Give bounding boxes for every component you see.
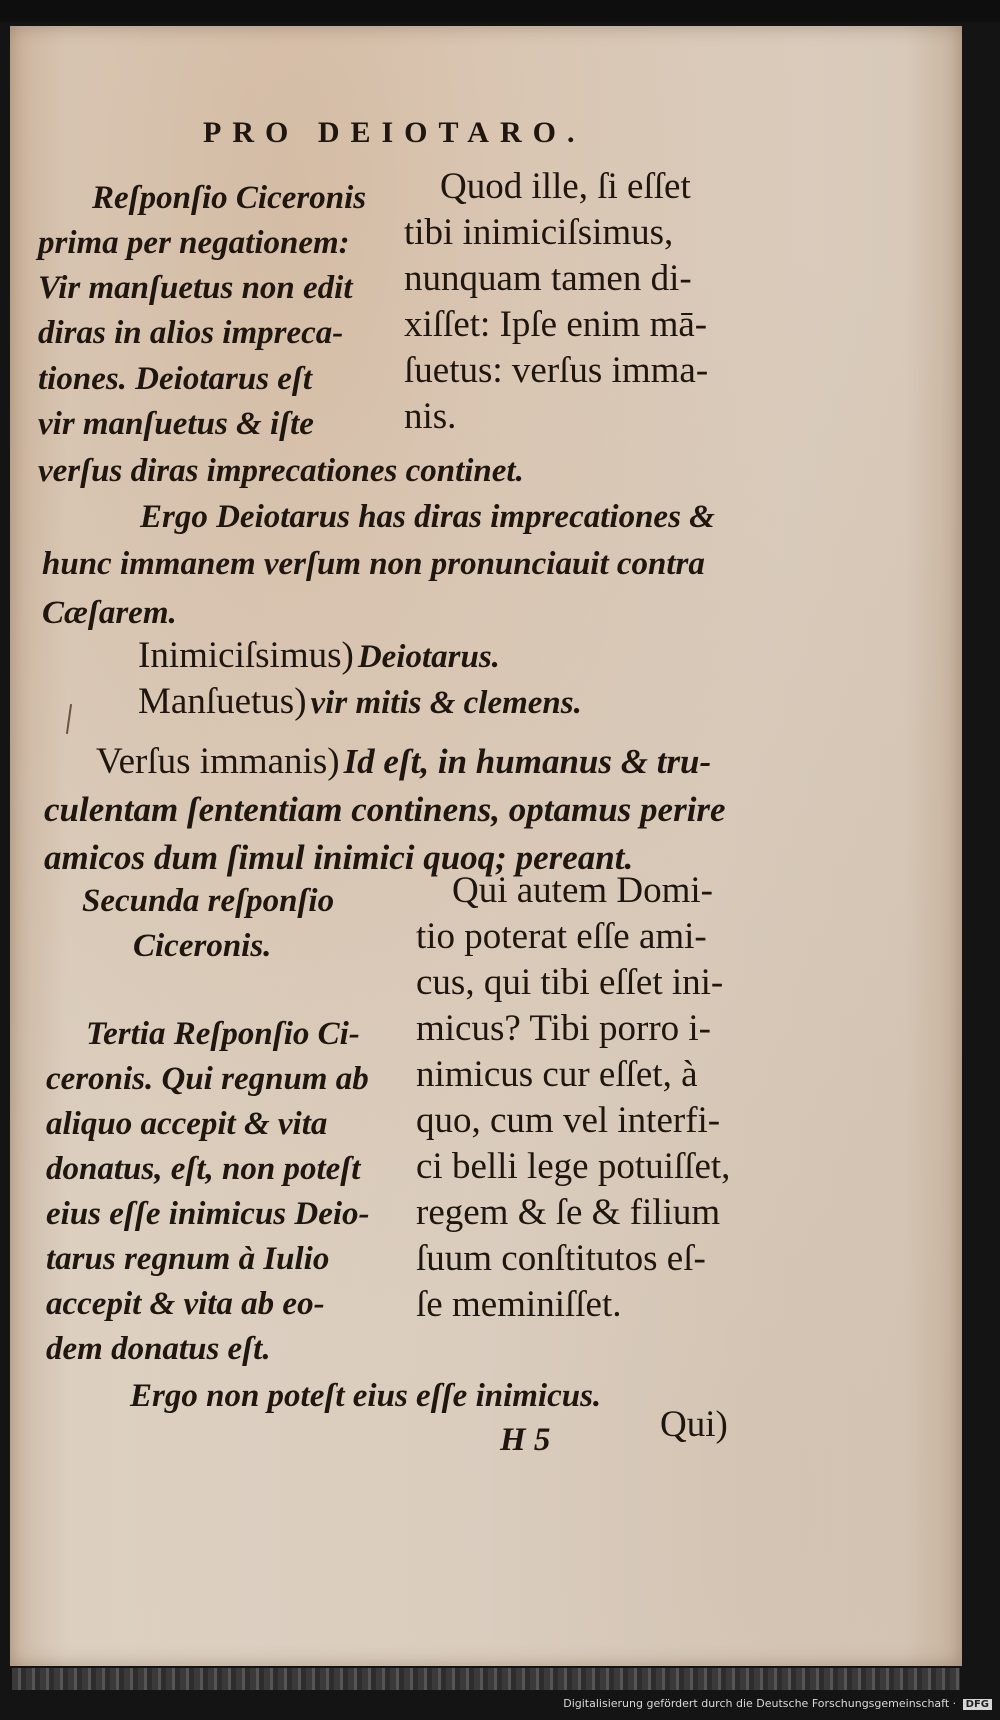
main-text-line: ci belli lege potuiſſet, (416, 1146, 731, 1187)
catchword: Qui) (660, 1404, 728, 1445)
sidenote-line: accepit & vita ab eo- (46, 1286, 325, 1322)
sidenote-line: aliquo accepit & vita (46, 1106, 328, 1142)
dfg-logo: DFG (963, 1699, 992, 1710)
main-text-line: micus? Tibi porro i- (416, 1008, 711, 1049)
main-text-line: Quod ille, ſi eſſet (440, 166, 691, 207)
scan-top-border (0, 0, 1000, 22)
sidenote-line: Tertia Reſponſio Ci- (86, 1016, 360, 1052)
sidenote-line: tarus regnum à Iulio (46, 1241, 330, 1277)
signature-mark: H 5 (500, 1422, 551, 1458)
gloss-line: amicos dum ſimul inimici quoq; pereant. (44, 838, 634, 877)
syllogism-line: hunc immanem verſum non pronunciauit contra (42, 546, 705, 582)
gloss-line (138, 637, 500, 674)
sidenote-line: dem donatus eſt. (46, 1331, 271, 1367)
syllogism-line: verſus diras imprecationes continet. (38, 453, 524, 489)
credit-text: Digitalisierung gefördert durch die Deutsche Forschungsgemeinschaft · (563, 1697, 957, 1710)
gloss-term: Verſus immanis) (96, 741, 340, 782)
sidenote-line: prima per negationem: (38, 225, 350, 261)
gloss-line (96, 743, 711, 780)
gloss-definition: Deiotarus. (357, 639, 500, 675)
running-title: PRO DEIOTARO. (203, 116, 586, 149)
gloss-line: culentam ſententiam continens, optamus perire (44, 790, 726, 829)
main-text-line: xiſſet: Ipſe enim mā- (404, 304, 708, 345)
gloss-definition: Id eſt, in humanus & tru- (343, 742, 712, 781)
sidenote-line: Vir manſuetus non edit (38, 270, 353, 306)
gloss-term: Manſuetus) (138, 681, 307, 722)
gloss-line (138, 683, 582, 720)
sidenote-line: vir manſuetus & iſte (38, 406, 314, 442)
sidenote-line: donatus, eſt, non poteſt (46, 1151, 361, 1187)
sidenote-line: eius eſſe inimicus Deio- (46, 1196, 370, 1232)
main-text-line: ſuetus: verſus imma- (404, 350, 709, 391)
main-text-line: tio poterat eſſe ami- (416, 916, 707, 957)
sidenote-line: ceronis. Qui regnum ab (46, 1061, 369, 1097)
page-edge-strip (12, 1668, 960, 1690)
gloss-term: Inimiciſsimus) (138, 635, 354, 676)
main-text-line: nimicus cur eſſet, à (416, 1054, 698, 1095)
sidenote-line: tiones. Deiotarus eſt (38, 361, 313, 397)
main-text-line: regem & ſe & filium (416, 1192, 721, 1233)
sidenote-line: diras in alios impreca- (38, 315, 344, 351)
main-text-line: ſuum conſtitutos eſ- (416, 1238, 706, 1279)
digitization-credit (563, 1697, 992, 1710)
main-text-line: Qui autem Domi- (452, 870, 714, 911)
syllogism-line: Cæſarem. (42, 595, 177, 631)
main-text-line: ſe meminiſſet. (416, 1284, 622, 1325)
main-text-line: cus, qui tibi eſſet ini- (416, 962, 724, 1003)
main-text-line: quo, cum vel interfi- (416, 1100, 721, 1141)
gloss-definition: vir mitis & clemens. (310, 685, 582, 721)
sidenote-line: Reſponſio Ciceronis (92, 180, 367, 216)
main-text-line: nis. (404, 396, 457, 437)
main-text-line: tibi inimiciſsimus, (404, 212, 674, 253)
main-text-line: nunquam tamen di- (404, 258, 692, 299)
sidenote-line: Ciceronis. (133, 928, 272, 964)
conclusion-line: Ergo non poteſt eius eſſe inimicus. (130, 1378, 602, 1414)
sidenote-line: Secunda reſponſio (82, 883, 335, 919)
syllogism-line: Ergo Deiotarus has diras imprecationes & (140, 499, 715, 535)
